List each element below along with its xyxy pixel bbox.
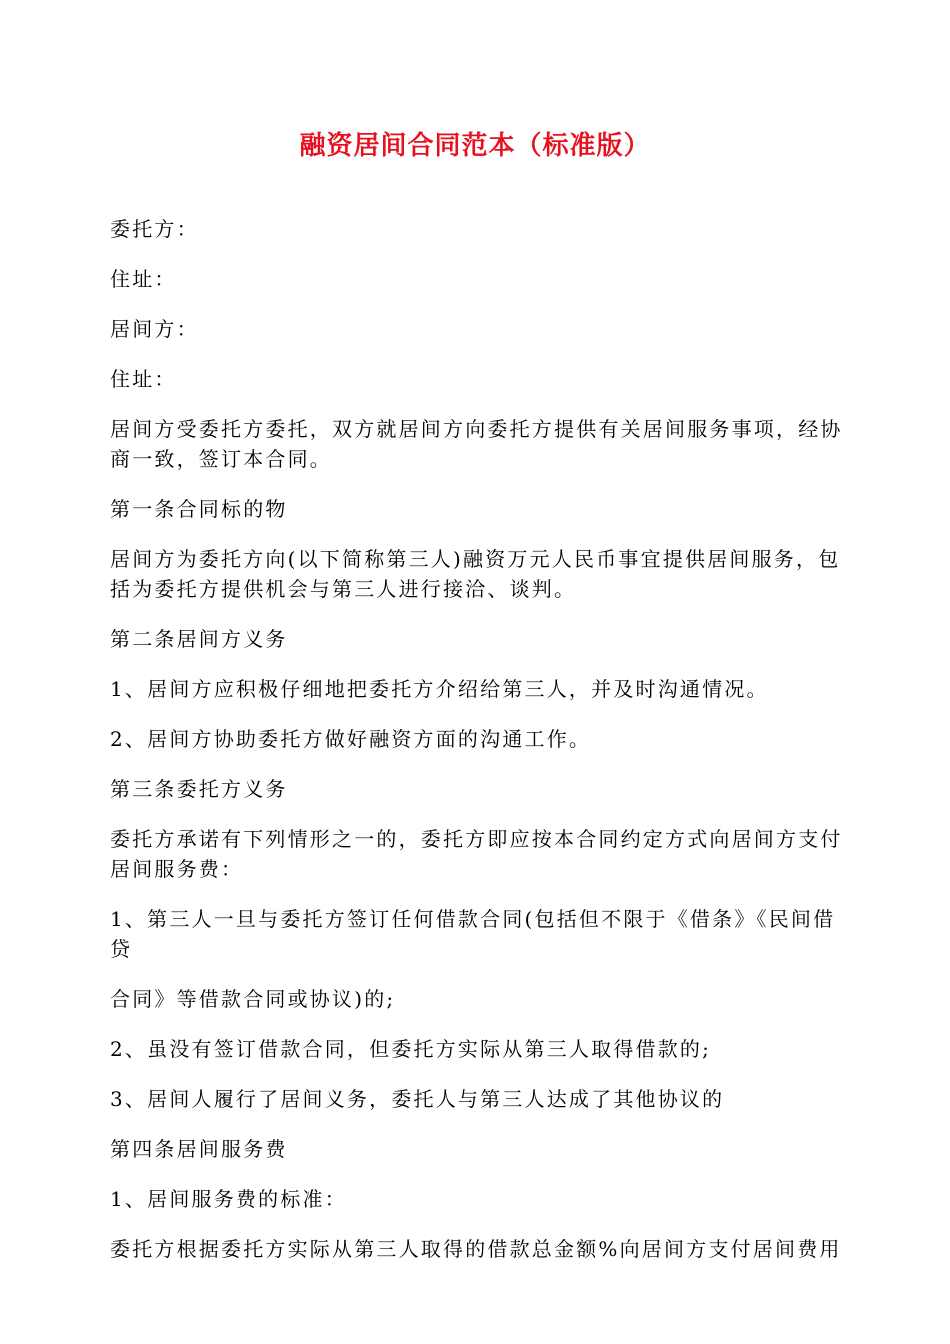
article-3-heading: 第三条委托方义务 — [110, 777, 288, 801]
preamble-paragraph: 居间方受委托方委托，双方就居间方向委托方提供有关居间服务事项，经协商一致，签订本合同。 — [110, 417, 843, 471]
article-3-item-2: 2、虽没有签订借款合同，但委托方实际从第三人取得借款的; — [110, 1037, 712, 1061]
article-4-paragraph: 委托方根据委托方实际从第三人取得的借款总金额%向居间方支付居间费用 — [110, 1237, 842, 1261]
article-1-heading: 第一条合同标的物 — [110, 497, 288, 521]
article-2-item-1: 1、居间方应积极仔细地把委托方介绍给第三人，并及时沟通情况。 — [110, 677, 769, 701]
party-broker-label: 居间方： — [110, 317, 199, 341]
article-2-heading: 第二条居间方义务 — [110, 627, 288, 651]
article-4-item-1: 1、居间服务费的标准： — [110, 1187, 347, 1211]
article-3-paragraph: 委托方承诺有下列情形之一的，委托方即应按本合同约定方式向居间方支付居间服务费： — [110, 827, 843, 881]
article-2-item-2: 2、居间方协助委托方做好融资方面的沟通工作。 — [110, 727, 592, 751]
article-3-item-3: 3、居间人履行了居间义务，委托人与第三人达成了其他协议的 — [110, 1087, 725, 1111]
article-3-item-1: 1、第三人一旦与委托方签订任何借款合同(包括但不限于《借条》《民间借贷 — [110, 907, 836, 961]
document-title: 融资居间合同范本（标准版） — [299, 131, 651, 161]
article-3-item-1-continued: 合同》等借款合同或协议)的; — [110, 987, 396, 1011]
document-body — [110, 214, 845, 1284]
article-1-paragraph: 居间方为委托方向(以下简称第三人)融资万元人民币事宜提供居间服务，包括为委托方提供机会与第三人进行接洽、谈判。 — [110, 547, 841, 601]
party-client-label: 委托方： — [110, 217, 199, 241]
broker-address-label: 住址： — [110, 367, 177, 391]
article-4-heading: 第四条居间服务费 — [110, 1137, 288, 1161]
client-address-label: 住址： — [110, 267, 177, 291]
